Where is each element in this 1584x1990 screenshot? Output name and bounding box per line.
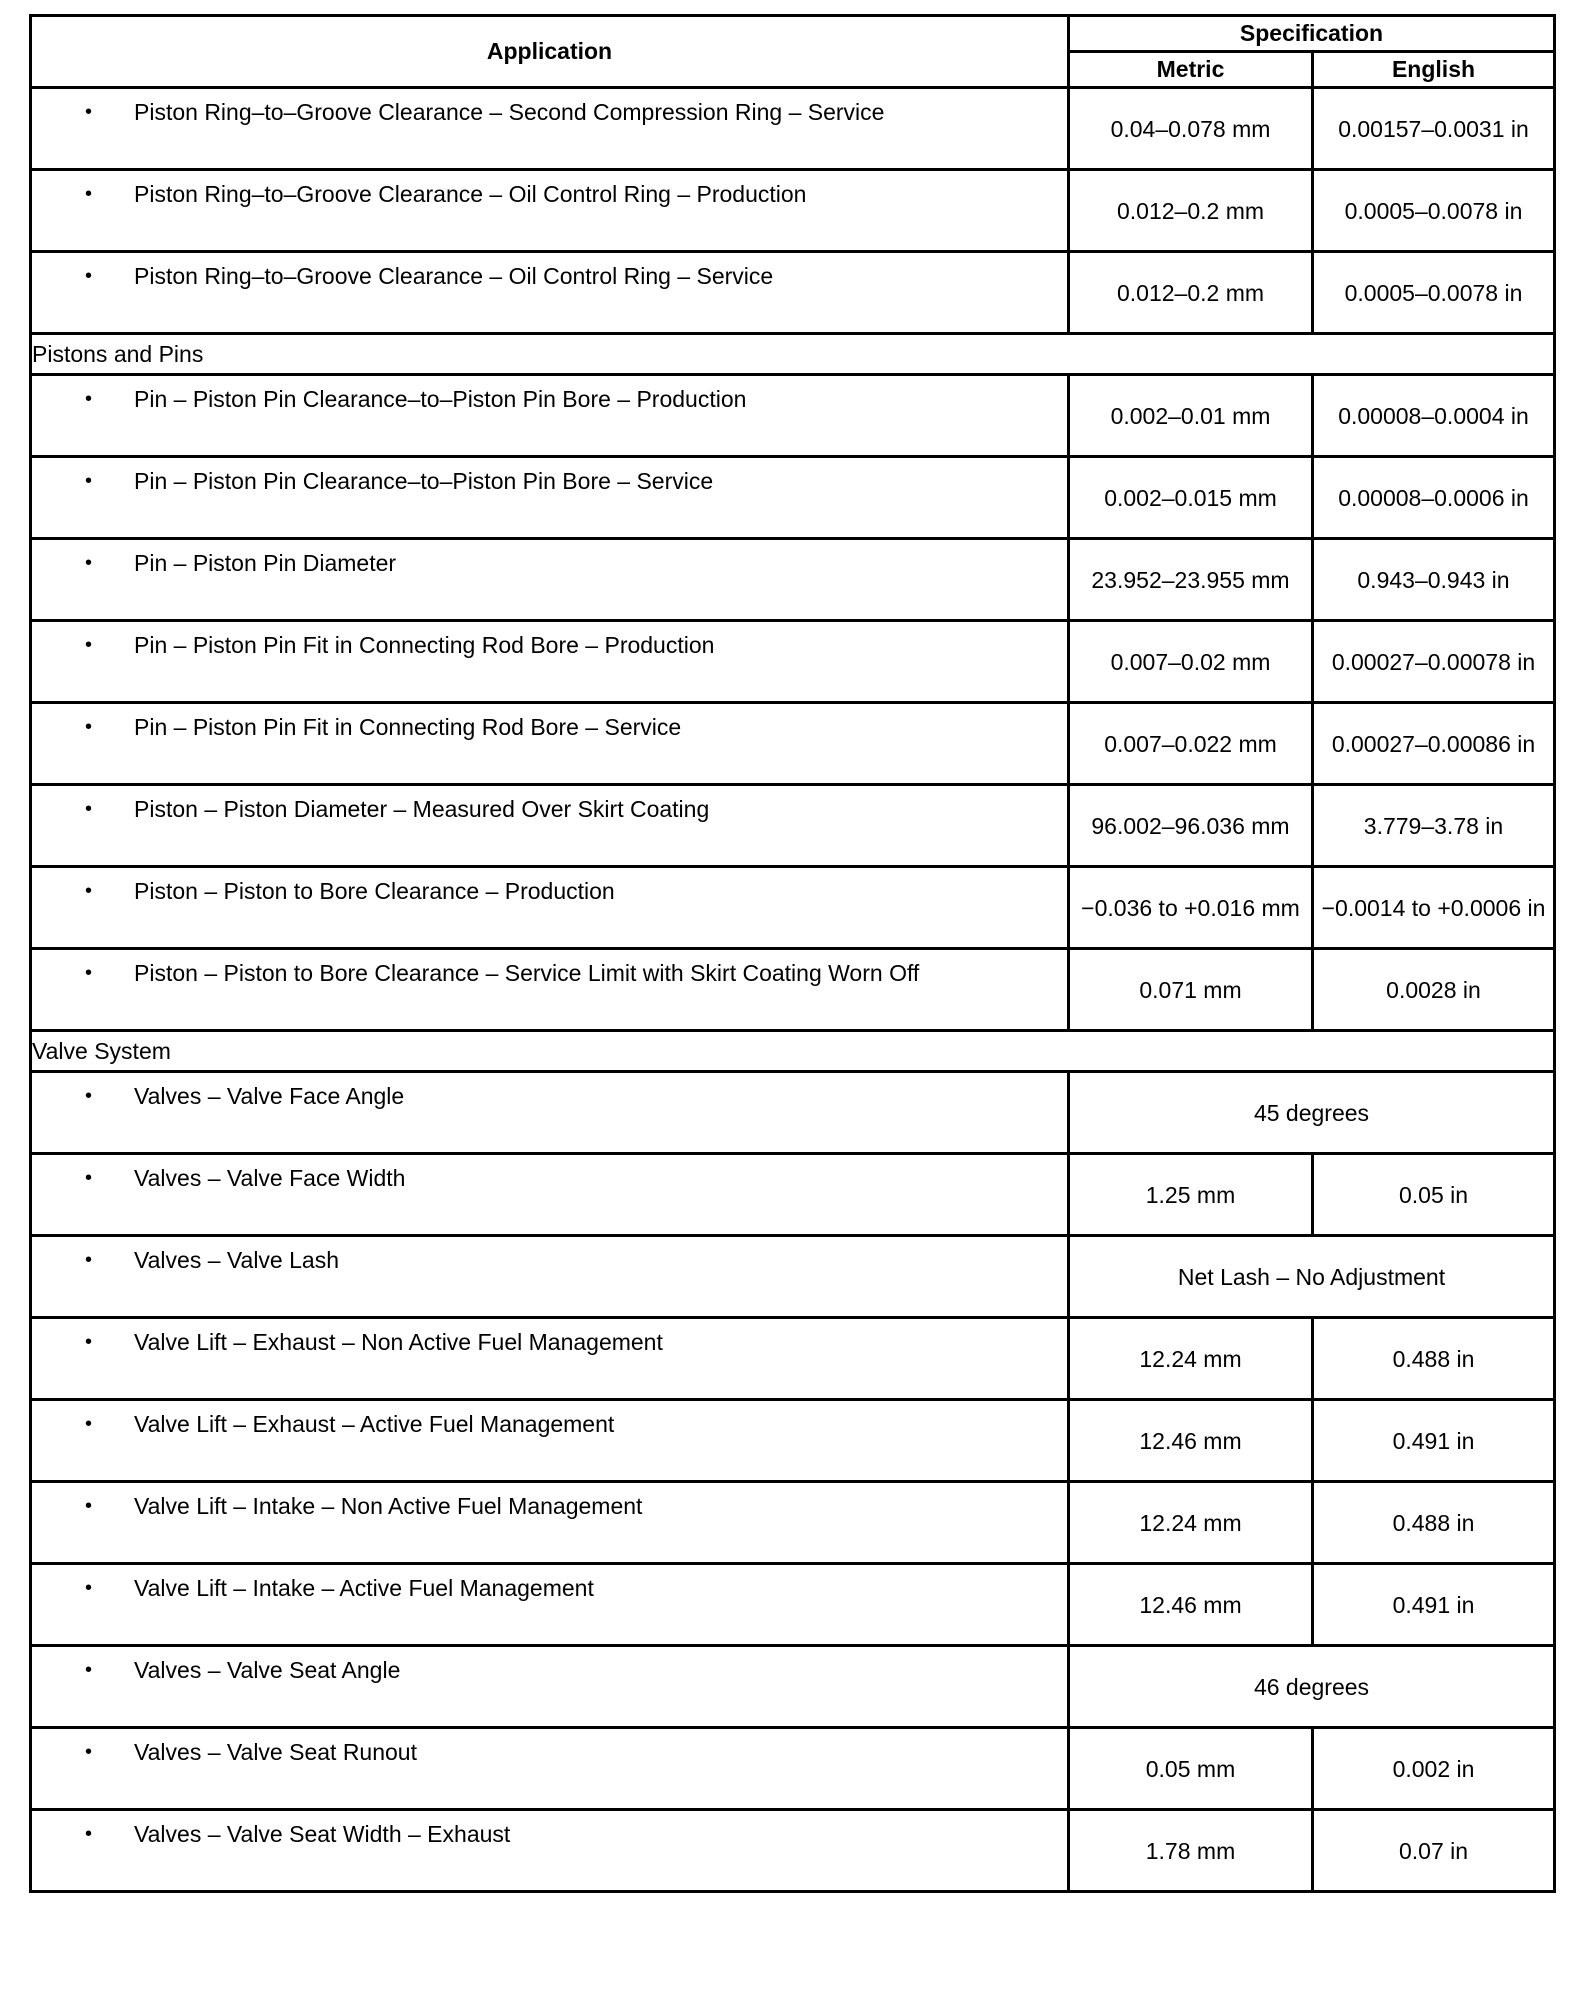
application-cell: [31, 1646, 1069, 1728]
bullet-icon: •: [84, 880, 92, 902]
english-value: 0.00027–0.00086 in: [1313, 703, 1555, 785]
spec-row: [31, 1072, 1555, 1154]
application-cell: [31, 375, 1069, 457]
spec-row: [31, 1810, 1555, 1892]
spec-row: [31, 88, 1555, 170]
bullet-icon: •: [84, 1659, 92, 1681]
metric-value: 23.952–23.955 mm: [1069, 539, 1313, 621]
application-label: Valves – Valve Face Angle: [134, 1083, 405, 1109]
spec-value-merged: 45 degrees: [1069, 1072, 1555, 1154]
bullet-icon: •: [84, 1577, 92, 1599]
bullet-icon: •: [84, 716, 92, 738]
spec-value-merged: Net Lash – No Adjustment: [1069, 1236, 1555, 1318]
spec-row: [31, 1646, 1555, 1728]
spec-row: [31, 170, 1555, 252]
english-value: −0.0014 to +0.0006 in: [1313, 867, 1555, 949]
english-value: 0.0005–0.0078 in: [1313, 252, 1555, 334]
bullet-icon: •: [84, 552, 92, 574]
application-cell: [31, 1236, 1069, 1318]
spec-body: [31, 88, 1555, 1892]
application-cell: [31, 1318, 1069, 1400]
english-value: 0.00008–0.0006 in: [1313, 457, 1555, 539]
application-label: Valves – Valve Seat Width – Exhaust: [134, 1821, 511, 1847]
english-header: English: [1313, 52, 1555, 88]
spec-row: [31, 1400, 1555, 1482]
application-cell: [31, 867, 1069, 949]
metric-value: 0.002–0.01 mm: [1069, 375, 1313, 457]
spec-row: [31, 375, 1555, 457]
bullet-icon: •: [84, 470, 92, 492]
bullet-icon: •: [84, 634, 92, 656]
application-label: Pin – Piston Pin Fit in Connecting Rod Bore – Service: [134, 714, 682, 740]
section-row: [31, 1031, 1555, 1072]
specification-table: [29, 14, 1556, 1893]
english-value: 0.488 in: [1313, 1318, 1555, 1400]
application-label: Piston Ring–to–Groove Clearance – Second Compression Ring – Service: [134, 99, 885, 125]
metric-header: Metric: [1069, 52, 1313, 88]
application-cell: [31, 88, 1069, 170]
application-label: Valves – Valve Seat Angle: [134, 1657, 401, 1683]
spec-row: [31, 785, 1555, 867]
application-cell: [31, 621, 1069, 703]
application-cell: [31, 1482, 1069, 1564]
spec-page: [29, 14, 1553, 1893]
english-value: 0.00008–0.0004 in: [1313, 375, 1555, 457]
spec-row: [31, 949, 1555, 1031]
spec-row: [31, 539, 1555, 621]
metric-value: 1.25 mm: [1069, 1154, 1313, 1236]
application-cell: [31, 1400, 1069, 1482]
spec-row: [31, 457, 1555, 539]
metric-value: 12.46 mm: [1069, 1564, 1313, 1646]
application-cell: [31, 170, 1069, 252]
bullet-icon: •: [84, 183, 92, 205]
application-label: Valves – Valve Face Width: [134, 1165, 406, 1191]
spec-row: [31, 1482, 1555, 1564]
application-label: Valve Lift – Intake – Non Active Fuel Management: [134, 1493, 643, 1519]
bullet-icon: •: [84, 388, 92, 410]
spec-row: [31, 703, 1555, 785]
application-header: Application: [31, 16, 1069, 88]
application-label: Valve Lift – Intake – Active Fuel Management: [134, 1575, 594, 1601]
bullet-icon: •: [84, 1495, 92, 1517]
application-label: Piston – Piston to Bore Clearance – Service Limit with Skirt Coating Worn Off: [134, 960, 920, 986]
application-cell: [31, 1072, 1069, 1154]
specification-header: Specification: [1069, 16, 1555, 52]
spec-row: [31, 1236, 1555, 1318]
metric-value: 0.002–0.015 mm: [1069, 457, 1313, 539]
spec-row: [31, 1318, 1555, 1400]
metric-value: 0.04–0.078 mm: [1069, 88, 1313, 170]
english-value: 0.05 in: [1313, 1154, 1555, 1236]
english-value: 0.0028 in: [1313, 949, 1555, 1031]
metric-value: 0.007–0.02 mm: [1069, 621, 1313, 703]
application-cell: [31, 703, 1069, 785]
application-label: Valve Lift – Exhaust – Active Fuel Management: [134, 1411, 615, 1437]
spec-row: [31, 1564, 1555, 1646]
application-label: Pin – Piston Pin Clearance–to–Piston Pin Bore – Service: [134, 468, 714, 494]
spec-row: [31, 252, 1555, 334]
english-value: 0.0005–0.0078 in: [1313, 170, 1555, 252]
application-label: Pin – Piston Pin Clearance–to–Piston Pin Bore – Production: [134, 386, 747, 412]
application-label: Piston Ring–to–Groove Clearance – Oil Control Ring – Service: [134, 263, 774, 289]
bullet-icon: •: [84, 1249, 92, 1271]
application-cell: [31, 252, 1069, 334]
english-value: 0.00027–0.00078 in: [1313, 621, 1555, 703]
metric-value: −0.036 to +0.016 mm: [1069, 867, 1313, 949]
application-label: Valves – Valve Seat Runout: [134, 1739, 417, 1765]
application-label: Pin – Piston Pin Diameter: [134, 550, 397, 576]
metric-value: 1.78 mm: [1069, 1810, 1313, 1892]
application-cell: [31, 949, 1069, 1031]
english-value: 0.491 in: [1313, 1400, 1555, 1482]
bullet-icon: •: [84, 101, 92, 123]
section-row: [31, 334, 1555, 375]
application-cell: [31, 539, 1069, 621]
application-label: Pin – Piston Pin Fit in Connecting Rod Bore – Production: [134, 632, 715, 658]
metric-value: 12.46 mm: [1069, 1400, 1313, 1482]
application-label: Valves – Valve Lash: [134, 1247, 339, 1273]
english-value: 3.779–3.78 in: [1313, 785, 1555, 867]
metric-value: 0.012–0.2 mm: [1069, 252, 1313, 334]
spec-row: [31, 1728, 1555, 1810]
bullet-icon: •: [84, 1167, 92, 1189]
english-value: 0.07 in: [1313, 1810, 1555, 1892]
spec-row: [31, 867, 1555, 949]
bullet-icon: •: [84, 1413, 92, 1435]
english-value: 0.00157–0.0031 in: [1313, 88, 1555, 170]
bullet-icon: •: [84, 265, 92, 287]
bullet-icon: •: [84, 1085, 92, 1107]
metric-value: 0.071 mm: [1069, 949, 1313, 1031]
section-title: Pistons and Pins: [31, 334, 1555, 375]
metric-value: 12.24 mm: [1069, 1482, 1313, 1564]
english-value: 0.002 in: [1313, 1728, 1555, 1810]
application-label: Valve Lift – Exhaust – Non Active Fuel Management: [134, 1329, 663, 1355]
metric-value: 0.012–0.2 mm: [1069, 170, 1313, 252]
application-cell: [31, 785, 1069, 867]
metric-value: 96.002–96.036 mm: [1069, 785, 1313, 867]
english-value: 0.943–0.943 in: [1313, 539, 1555, 621]
metric-value: 12.24 mm: [1069, 1318, 1313, 1400]
application-label: Piston – Piston Diameter – Measured Over Skirt Coating: [134, 796, 710, 822]
bullet-icon: •: [84, 962, 92, 984]
english-value: 0.488 in: [1313, 1482, 1555, 1564]
bullet-icon: •: [84, 1741, 92, 1763]
metric-value: 0.05 mm: [1069, 1728, 1313, 1810]
spec-row: [31, 621, 1555, 703]
application-cell: [31, 1154, 1069, 1236]
spec-row: [31, 1154, 1555, 1236]
application-label: Piston – Piston to Bore Clearance – Production: [134, 878, 615, 904]
bullet-icon: •: [84, 798, 92, 820]
metric-value: 0.007–0.022 mm: [1069, 703, 1313, 785]
bullet-icon: •: [84, 1823, 92, 1845]
application-cell: [31, 1810, 1069, 1892]
application-cell: [31, 1564, 1069, 1646]
bullet-icon: •: [84, 1331, 92, 1353]
english-value: 0.491 in: [1313, 1564, 1555, 1646]
section-title: Valve System: [31, 1031, 1555, 1072]
spec-value-merged: 46 degrees: [1069, 1646, 1555, 1728]
application-cell: [31, 457, 1069, 539]
application-label: Piston Ring–to–Groove Clearance – Oil Control Ring – Production: [134, 181, 807, 207]
application-cell: [31, 1728, 1069, 1810]
